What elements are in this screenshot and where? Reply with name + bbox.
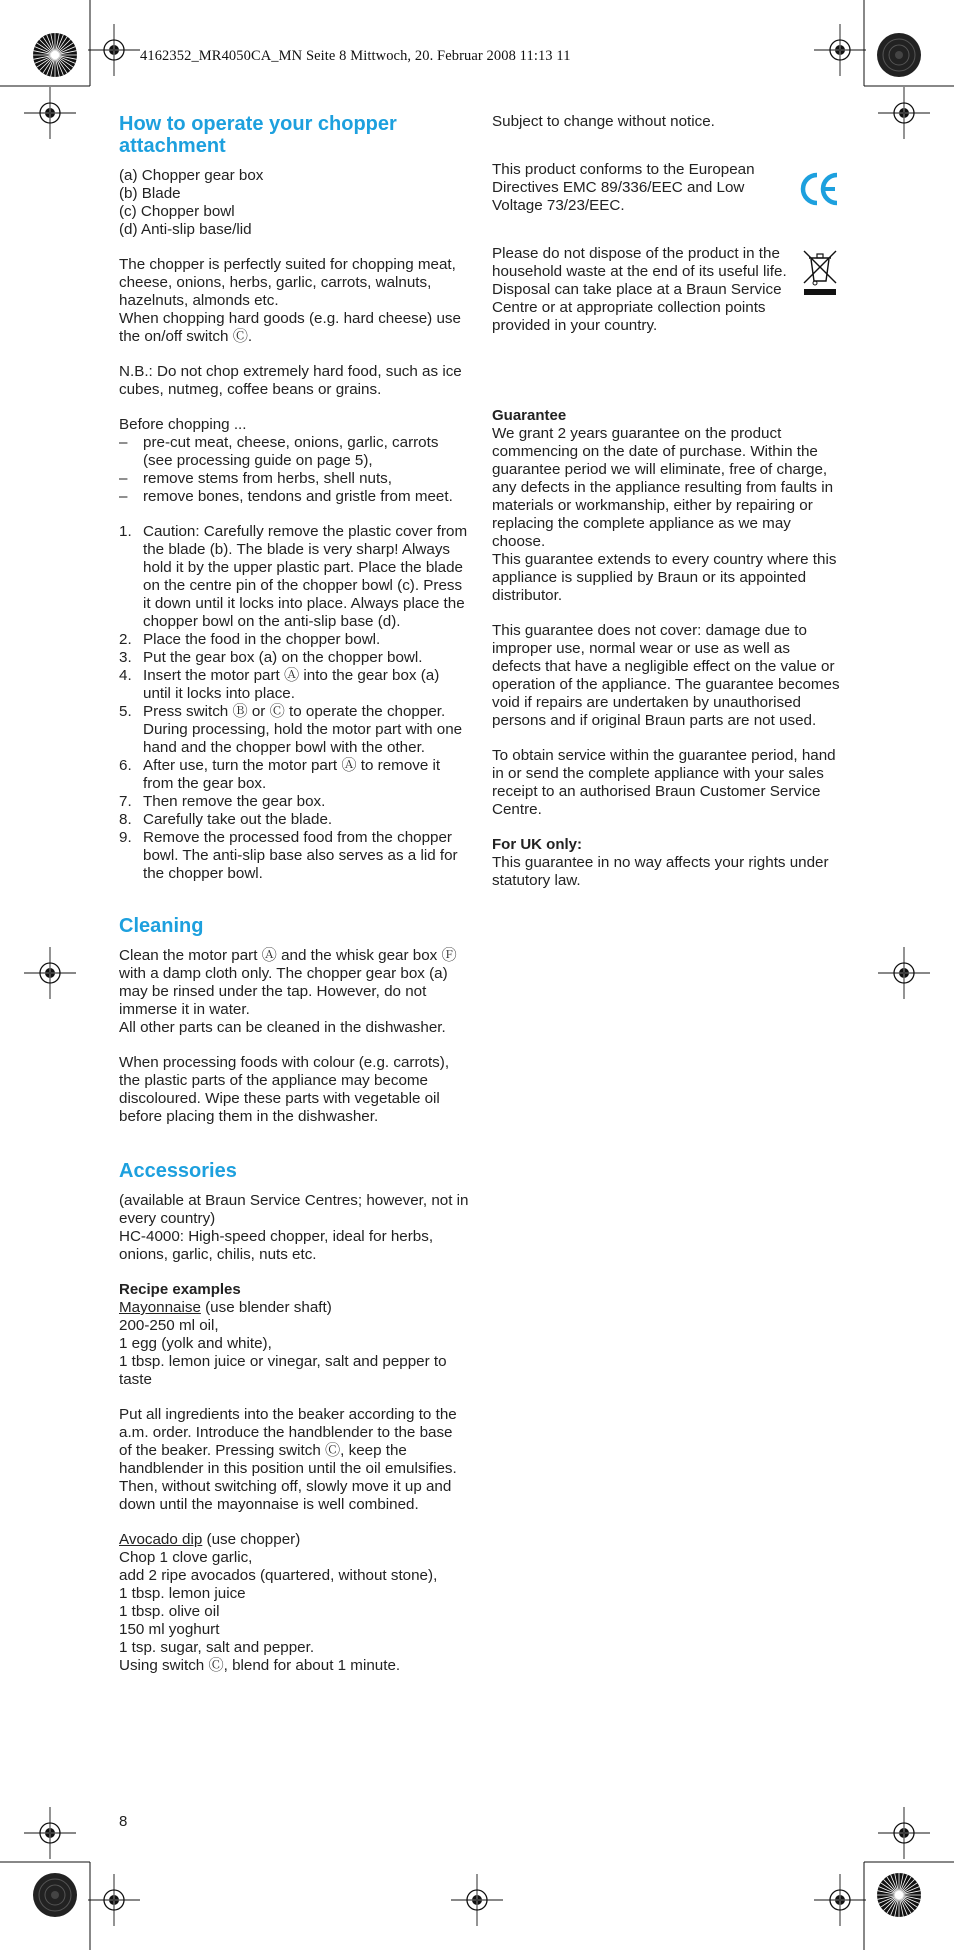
left-column [119, 113, 469, 1675]
recipe-line: 150 ml yoghurt [119, 1621, 220, 1638]
list-item: – remove bones, tendons and gristle from meet. [119, 488, 469, 506]
disposal-text: Please do not dispose of the product in the household waste at the end of its useful life. Disposal can take place at a Braun Service Centre or at appropriate collection points provided in your country. [492, 245, 787, 334]
recipe-line: 1 tbsp. lemon juice [119, 1585, 246, 1602]
before-chopping-label: Before chopping ... [119, 416, 247, 433]
recipe-line: Chop 1 clove garlic, [119, 1549, 253, 1566]
before-chopping-list [119, 434, 469, 506]
operating-steps [119, 523, 469, 883]
recipe-examples-title: Recipe examples [119, 1281, 241, 1298]
subject-to-change: Subject to change without notice. [492, 113, 715, 130]
list-item: – pre-cut meat, cheese, onions, garlic, carrots (see processing guide on page 5), [119, 434, 469, 470]
recipe-line: Using switch Ⓒ, blend for about 1 minute. [119, 1657, 401, 1674]
section-title-accessories: Accessories [119, 1160, 237, 1182]
uk-only-text: This guarantee in no way affects your rights under statutory law. [492, 854, 829, 889]
step-item: 3. Put the gear box (a) on the chopper bowl. [119, 649, 423, 666]
accessories-paragraph: HC-4000: High-speed chopper, ideal for herbs, onions, garlic, chilis, nuts etc. [119, 1228, 434, 1263]
intro-paragraph-2: When chopping hard goods (e.g. hard cheese) use the on/off switch Ⓒ. [119, 310, 461, 345]
guarantee-title: Guarantee [492, 407, 567, 424]
nb-note: N.B.: Do not chop extremely hard food, such as ice cubes, nutmeg, coffee beans or grains. [119, 363, 462, 398]
cleaning-paragraph: All other parts can be cleaned in the dishwasher. [119, 1019, 446, 1036]
mayonnaise-method: Put all ingredients into the beaker according to the a.m. order. Introduce the handblender to the base of the beaker. Pressing switch Ⓒ, keep the handblender in this position until the oil emulsifies. Then, without switching off, slowly move it up and down until the mayonnaise is well combined. [119, 1406, 457, 1513]
section-title-operate: How to operate your chopper attachment [119, 113, 397, 157]
ingredient-line: 200-250 ml oil, [119, 1317, 219, 1334]
cleaning-paragraph: Clean the motor part Ⓐ and the whisk gear box Ⓕ with a damp cloth only. The chopper gear box (a) may be rinsed under the tap. However, do not immerse it in water. [119, 947, 457, 1018]
part-item: (d) Anti-slip base/lid [119, 221, 252, 238]
ingredient-line: 1 tbsp. lemon juice or vinegar, salt and pepper to taste [119, 1353, 447, 1388]
right-column [492, 113, 840, 890]
avocado-heading: Avocado dip (use chopper) [119, 1531, 301, 1548]
uk-only-title: For UK only: [492, 836, 582, 853]
part-item: (a) Chopper gear box [119, 167, 264, 184]
page-number: 8 [119, 1813, 128, 1830]
part-item: (b) Blade [119, 185, 181, 202]
conformity-block [492, 161, 840, 215]
step-item: 5. Press switch Ⓑ or Ⓒ to operate the chopper. During processing, hold the motor part with one hand and the chopper bowl with the other. [119, 703, 463, 756]
guarantee-paragraph: We grant 2 years guarantee on the product commencing on the date of purchase. Within the guarantee period we will eliminate, free of charge, any defects in the appliance resulting from faults in materials or workmanship, either by repairing or replacing the complete appliance as we may choose. [492, 425, 834, 550]
step-item: 6. After use, turn the motor part Ⓐ to remove it from the gear box. [119, 757, 441, 792]
guarantee-paragraph: To obtain service within the guarantee period, hand in or send the complete appliance with your sales receipt to an authorised Braun Customer Service Centre. [492, 747, 836, 818]
step-item: 4. Insert the motor part Ⓐ into the gear box (a) until it locks into place. [119, 667, 440, 702]
list-item: – remove stems from herbs, shell nuts, [119, 470, 469, 488]
conformity-text: This product conforms to the European Directives EMC 89/336/EEC and Low Voltage 73/23/EEC. [492, 161, 755, 214]
guarantee-paragraph: This guarantee does not cover: damage due to improper use, normal wear or use as well as defects that have a negligible effect on the value or operation of the appliance. The guarantee becomes void if repairs are undertaken by unauthorised persons and if original Braun parts are not used. [492, 622, 840, 729]
recipe-line: add 2 ripe avocados (quartered, without stone), [119, 1567, 438, 1584]
cleaning-paragraph: When processing foods with colour (e.g. carrots), the plastic parts of the appliance may become discoloured. Wipe these parts with vegetable oil before placing them in the dishwasher. [119, 1054, 450, 1125]
guarantee-paragraph: This guarantee extends to every country where this appliance is supplied by Braun or its appointed distributor. [492, 551, 837, 604]
intro-paragraph: The chopper is perfectly suited for chopping meat, cheese, onions, herbs, garlic, carrots, walnuts, hazelnuts, almonds etc. [119, 256, 456, 309]
mayonnaise-heading: Mayonnaise (use blender shaft) [119, 1299, 332, 1316]
step-item: 1. Caution: Carefully remove the plastic cover from the blade (b). The blade is very sharp! Always hold it by the upper plastic part. Place the blade on the centre pin of the chopper bowl (c). Press it down until it locks into place. Always place the chopper bowl on the anti-slip base (d). [119, 523, 468, 630]
accessories-paragraph: (available at Braun Service Centres; however, not in every country) [119, 1192, 469, 1227]
step-item: 9. Remove the processed food from the chopper bowl. The anti-slip base also serves as a lid for the chopper bowl. [119, 829, 458, 882]
recipe-line: 1 tsp. sugar, salt and pepper. [119, 1639, 315, 1656]
disposal-block [492, 245, 840, 335]
ingredient-line: 1 egg (yolk and white), [119, 1335, 272, 1352]
ce-mark-icon [798, 169, 840, 209]
parts-list [119, 167, 469, 239]
step-item: 8. Carefully take out the blade. [119, 811, 333, 828]
step-item: 7. Then remove the gear box. [119, 793, 326, 810]
print-header: 4162352_MR4050CA_MN Seite 8 Mittwoch, 20. Februar 2008 11:13 11 [140, 48, 571, 64]
part-item: (c) Chopper bowl [119, 203, 235, 220]
step-item: 2. Place the food in the chopper bowl. [119, 631, 381, 648]
section-title-cleaning: Cleaning [119, 915, 204, 937]
recipe-line: 1 tbsp. olive oil [119, 1603, 220, 1620]
crossed-bin-icon [800, 247, 840, 297]
